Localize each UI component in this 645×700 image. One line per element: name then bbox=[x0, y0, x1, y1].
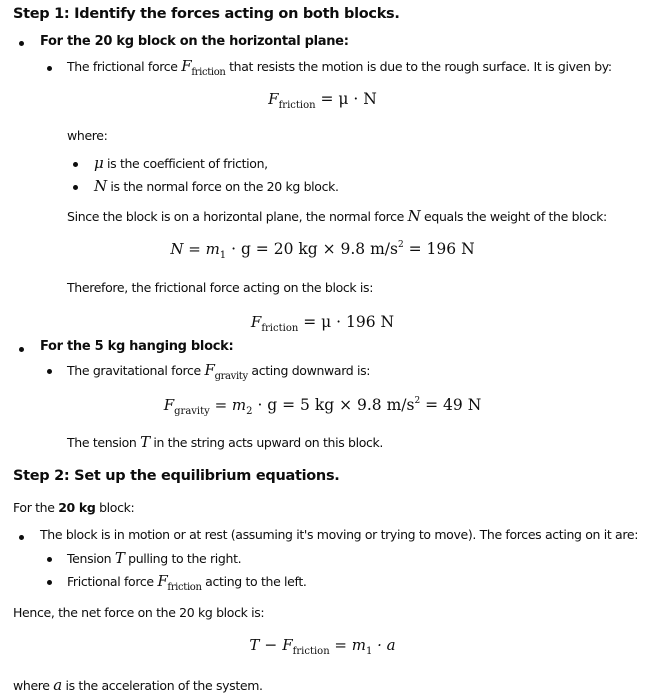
text: equals the weight of the block: bbox=[420, 209, 607, 224]
where-label: where: bbox=[67, 128, 108, 143]
math-subscript: friction bbox=[292, 646, 330, 657]
text: in the string acts upward on this block. bbox=[149, 435, 384, 450]
bullet-icon bbox=[19, 41, 24, 46]
gravity-intro bbox=[67, 361, 370, 382]
math-text: = 49 N bbox=[420, 396, 482, 414]
math-symbol: F bbox=[204, 361, 215, 379]
math-subscript: friction bbox=[278, 100, 316, 111]
math-subscript: friction bbox=[191, 67, 226, 78]
force-item-tension bbox=[67, 549, 241, 567]
bullet-icon bbox=[73, 185, 78, 190]
math-text: · a bbox=[372, 636, 396, 654]
math-text: N = m bbox=[170, 240, 220, 258]
math-symbol: F bbox=[282, 636, 293, 654]
math-symbol: F bbox=[181, 57, 192, 75]
equation-friction bbox=[0, 90, 645, 111]
math-symbol: a bbox=[53, 676, 62, 694]
step1-heading: Step 1: Identify the forces acting on both blocks. bbox=[13, 6, 400, 22]
text: that resists the motion is due to the rough surface. It is given by: bbox=[225, 59, 612, 74]
where-item-mu bbox=[94, 154, 268, 172]
bullet-icon bbox=[47, 369, 52, 374]
equation-gravity bbox=[0, 396, 645, 417]
text: Frictional force bbox=[67, 574, 158, 589]
math-subscript: gravity bbox=[214, 371, 248, 382]
text: acting to the left. bbox=[201, 574, 307, 589]
math-text: · g = 5 kg × 9.8 m/s bbox=[252, 396, 415, 414]
text: block: bbox=[95, 500, 135, 515]
therefore-text: Therefore, the frictional force acting on the block is: bbox=[67, 280, 374, 295]
bullet-icon bbox=[19, 535, 24, 540]
math-symbol: N bbox=[94, 177, 107, 195]
math-text: = 196 N bbox=[403, 240, 475, 258]
text: is the acceleration of the system. bbox=[61, 678, 263, 693]
math-superscript: 2 bbox=[397, 240, 404, 250]
text: For the bbox=[13, 500, 59, 515]
math-subscript: friction bbox=[261, 323, 299, 334]
text-bold: 20 kg bbox=[58, 500, 96, 515]
bullet-icon bbox=[19, 347, 24, 352]
math-symbol: F bbox=[268, 90, 279, 108]
math-symbol: T bbox=[249, 636, 260, 654]
text: Since the block is on a horizontal plane, the normal force bbox=[67, 209, 408, 224]
math-subscript: gravity bbox=[174, 406, 210, 417]
text: is the coefficient of friction, bbox=[103, 156, 268, 171]
math-text: = m bbox=[209, 396, 247, 414]
motion-text: The block is in motion or at rest (assuming it's moving or trying to move). The forces acting on it are: bbox=[40, 527, 639, 542]
block5-label: For the 5 kg hanging block: bbox=[40, 339, 234, 354]
text: The tension bbox=[67, 435, 141, 450]
for-block-text bbox=[13, 500, 134, 515]
math-subscript: 1 bbox=[219, 250, 227, 261]
math-symbol: F bbox=[163, 396, 175, 414]
bullet-icon bbox=[73, 162, 78, 167]
friction-intro bbox=[67, 57, 612, 78]
math-subscript: friction bbox=[167, 582, 202, 593]
bullet-icon bbox=[47, 557, 52, 562]
tension-text bbox=[67, 433, 383, 451]
math-superscript: 2 bbox=[414, 396, 421, 406]
math-text: · g = 20 kg × 9.8 m/s bbox=[226, 240, 398, 258]
bullet-icon bbox=[47, 580, 52, 585]
math-text: = μ · 196 N bbox=[298, 313, 395, 331]
text: The frictional force bbox=[67, 59, 182, 74]
text: The gravitational force bbox=[67, 363, 205, 378]
force-item-friction bbox=[67, 572, 307, 593]
where-item-n bbox=[94, 177, 339, 195]
text: pulling to the right. bbox=[124, 551, 242, 566]
math-subscript: 2 bbox=[246, 406, 253, 417]
math-symbol: F bbox=[157, 572, 168, 590]
text: is the normal force on the 20 kg block. bbox=[106, 179, 339, 194]
text: acting downward is: bbox=[247, 363, 371, 378]
math-text: − bbox=[259, 636, 283, 654]
equation-normal-force bbox=[0, 240, 645, 261]
math-symbol: F bbox=[250, 313, 262, 331]
math-symbol: T bbox=[140, 433, 150, 451]
step2-heading: Step 2: Set up the equilibrium equations. bbox=[13, 468, 340, 484]
normal-force-text bbox=[67, 207, 607, 225]
equation-friction-value bbox=[0, 313, 645, 334]
math-subscript: 1 bbox=[365, 646, 373, 657]
math-text: = μ · N bbox=[315, 90, 377, 108]
equation-net-force bbox=[0, 636, 645, 657]
text: Tension bbox=[67, 551, 115, 566]
bullet-icon bbox=[47, 66, 52, 71]
block20-label: For the 20 kg block on the horizontal plane: bbox=[40, 34, 349, 49]
text: where bbox=[13, 678, 54, 693]
math-symbol: N bbox=[407, 207, 421, 225]
math-symbol: μ bbox=[94, 154, 104, 172]
math-text: = m bbox=[329, 636, 366, 654]
math-symbol: T bbox=[114, 549, 125, 567]
where-acceleration-text bbox=[13, 676, 263, 694]
hence-text: Hence, the net force on the 20 kg block is: bbox=[13, 605, 265, 620]
